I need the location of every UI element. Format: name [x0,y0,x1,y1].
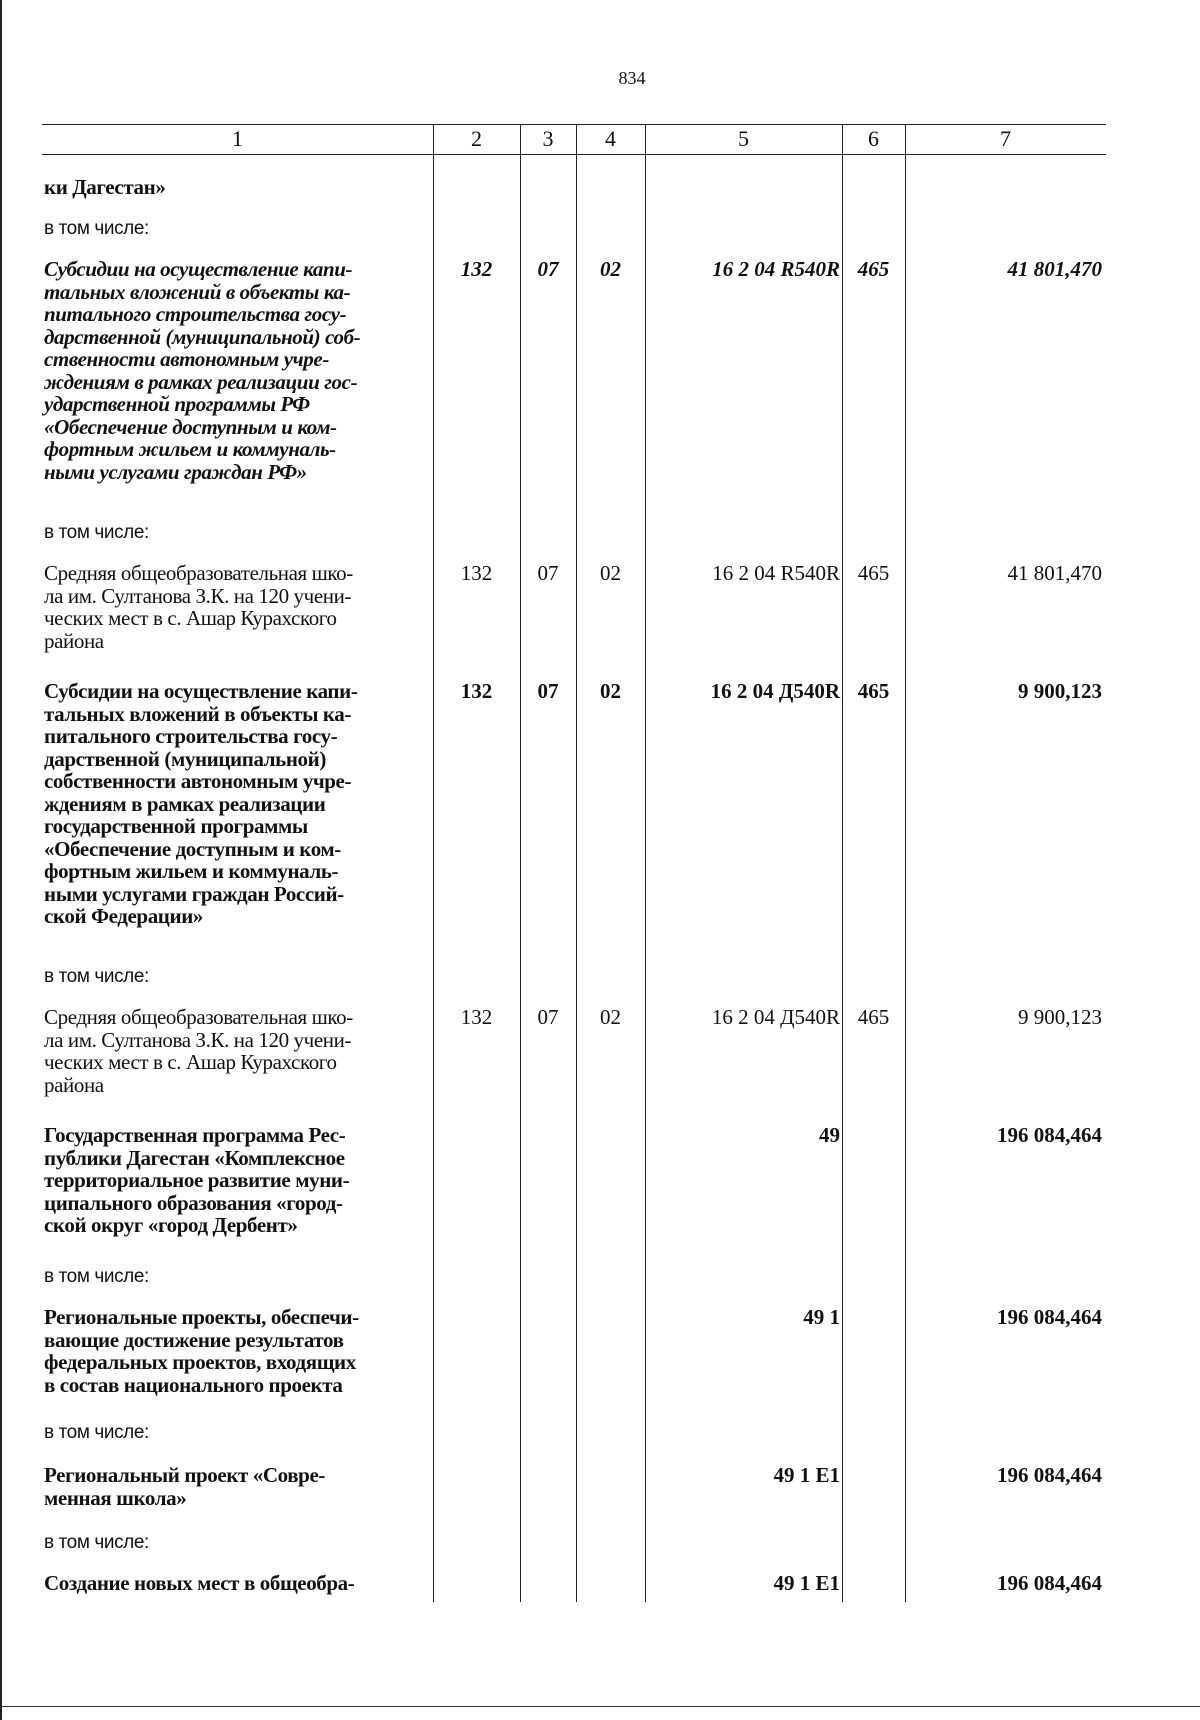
cell-col4: 02 [600,257,621,281]
row-description: Региональные проекты, обеспечи- вающие достижение результатов федеральных проектов, входящих в состав национального проекта [44,1305,359,1397]
cell-col3: 07 [537,679,559,703]
cell-col5: 16 2 04 Д540R [710,679,840,703]
cell-col5: 49 1 [803,1305,840,1329]
cell-col2: 132 [460,1005,493,1029]
row-description: в том числе: [44,1532,149,1553]
cell-col2: 132 [460,679,493,703]
column-divider [645,124,646,1602]
cell-col5: 16 2 04 R540R [712,257,840,281]
column-divider [520,124,521,1602]
cell-col7: 41 801,470 [1007,561,1102,585]
cell-col3: 07 [537,561,559,585]
cell-col4: 02 [600,1005,621,1029]
row-description: Создание новых мест в общеобра- [44,1571,355,1595]
column-header: 6 [868,126,879,151]
cell-col7: 41 801,470 [1007,257,1102,281]
cell-col7: 9 900,123 [1018,1005,1102,1029]
cell-col4: 02 [600,561,621,585]
header-bottom-rule [42,154,1106,155]
row-description: в том числе: [44,1266,149,1287]
row-description: Субсидии на осуществление капи- тальных вложений в объекты ка- питального строительства госу- дарственной (муниципальной) собственности автономным учре- ждениям в рамках реализации государственной программы «Обеспечение доступным и ком- фортным жильем и коммуналь- ными услугами граждан Россий- ской Федерации» [44,679,358,928]
cell-col7: 196 084,464 [997,1123,1102,1147]
column-header: 7 [1000,126,1011,151]
cell-col7: 196 084,464 [997,1571,1102,1595]
cell-col5: 16 2 04 R540R [712,561,840,585]
row-description: в том числе: [44,218,149,239]
column-divider [576,124,577,1602]
cell-col7: 9 900,123 [1018,679,1102,703]
cell-col5: 49 1 E1 [773,1463,840,1487]
column-divider [842,124,843,1602]
row-description: Субсидии на осуществление капи- тальных вложений в объекты ка- питального строительства госу- дарственной (муниципальной) соб- ственности автономным учре- ждениям в рамках реализации гос- ударственной программы РФ «Обеспечение доступным и ком- фортным жильем и коммуналь- ными услугами граждан РФ» [44,257,361,484]
cell-col6: 465 [857,1005,890,1029]
cell-col5: 49 1 E1 [773,1571,840,1595]
column-header: 5 [738,126,749,151]
cell-col2: 132 [460,257,493,281]
cell-col4: 02 [600,679,621,703]
page-number: 834 [618,68,646,88]
row-description: ки Дагестан» [44,175,166,199]
row-description: Региональный проект «Совре- менная школа» [44,1463,325,1510]
column-header: 4 [605,126,616,151]
column-divider [905,124,906,1602]
cell-col6: 465 [857,679,890,703]
cell-col7: 196 084,464 [997,1463,1102,1487]
cell-col7: 196 084,464 [997,1305,1102,1329]
cell-col3: 07 [537,1005,559,1029]
cell-col3: 07 [537,257,559,281]
cell-col2: 132 [460,561,493,585]
row-description: в том числе: [44,522,149,543]
cell-col5: 16 2 04 Д540R [711,1005,840,1029]
scan-bottom-edge [0,1706,1200,1707]
row-description: Средняя общеобразовательная шко- ла им. Султанова З.К. на 120 учени- ческих мест в с. Ашар Курахского района [44,1005,353,1097]
cell-col5: 49 [819,1123,840,1147]
cell-col6: 465 [857,257,890,281]
column-header: 3 [542,126,554,151]
row-description: в том числе: [44,1422,149,1443]
row-description: Средняя общеобразовательная шко- ла им. Султанова З.К. на 120 учени- ческих мест в с. Ашар Курахского района [44,561,353,653]
row-description: в том числе: [44,966,149,987]
cell-col6: 465 [857,561,890,585]
scan-left-edge [0,0,2,1720]
row-description: Государственная программа Рес- публики Дагестан «Комплексное территориальное развитие муни- ципального образования «город- ской округ «город Дербент» [44,1123,350,1237]
column-header: 1 [232,126,243,151]
column-header: 2 [471,126,482,151]
